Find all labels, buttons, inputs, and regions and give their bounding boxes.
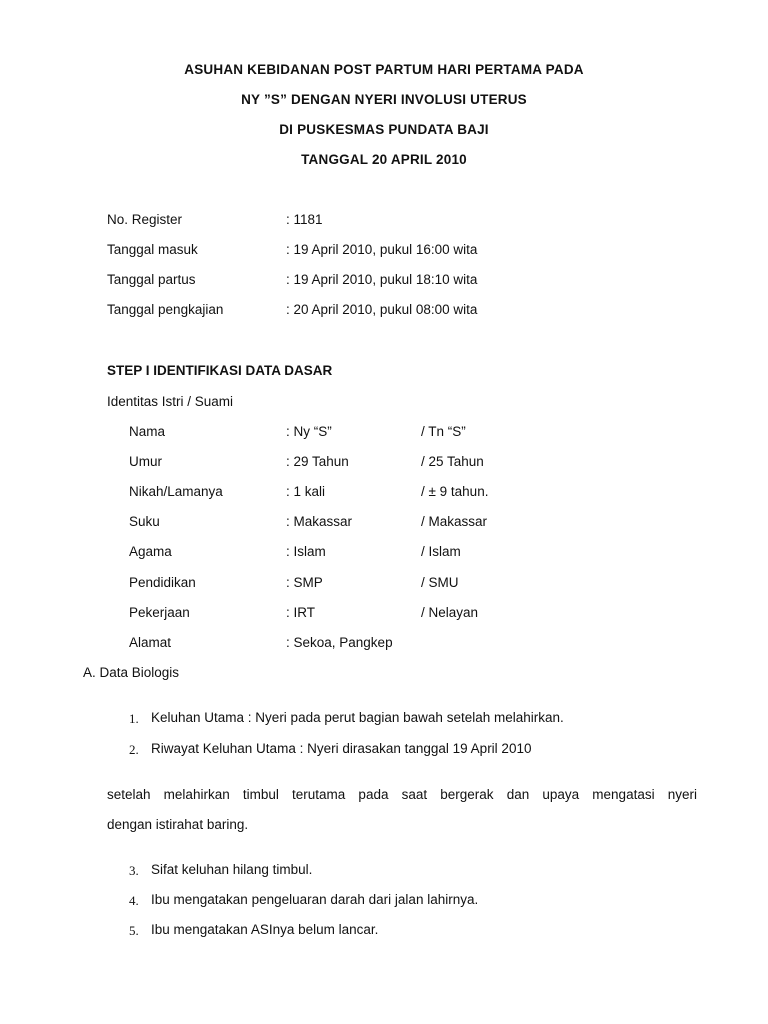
- identity-wife-education: : SMP: [286, 575, 323, 590]
- identity-husband-religion: / Islam: [421, 544, 461, 559]
- section-a-heading: A. Data Biologis: [83, 665, 180, 680]
- identity-husband-name: / Tn “S”: [421, 424, 466, 439]
- identity-label-marriage: Nikah/Lamanya: [129, 484, 223, 499]
- admission-date-value: : 19 April 2010, pukul 16:00 wita: [286, 242, 478, 257]
- identity-wife-marriage: : 1 kali: [286, 484, 326, 499]
- list-item-4: Ibu mengatakan pengeluaran darah dari jalan lahirnya.: [151, 892, 479, 907]
- list-number-3: 3.: [129, 863, 139, 878]
- paragraph-line-1: setelah melahirkan timbul terutama pada saat bergerak dan upaya mengatasi nyeri: [107, 787, 697, 802]
- title-line-4: TANGGAL 20 APRIL 2010: [301, 152, 467, 167]
- identity-husband-education: / SMU: [421, 575, 459, 590]
- list-item-3: Sifat keluhan hilang timbul.: [151, 862, 313, 877]
- identity-wife-age: : 29 Tahun: [286, 454, 349, 469]
- identity-husband-age: / 25 Tahun: [421, 454, 484, 469]
- list-item-1: Keluhan Utama : Nyeri pada perut bagian bawah setelah melahirkan.: [151, 710, 564, 725]
- delivery-date-label: Tanggal partus: [107, 272, 196, 287]
- paragraph-line-2: dengan istirahat baring.: [107, 817, 249, 832]
- list-number-4: 4.: [129, 893, 139, 908]
- identity-husband-marriage: / ± 9 tahun.: [421, 484, 489, 499]
- register-label: No. Register: [107, 212, 183, 227]
- assessment-date-label: Tanggal pengkajian: [107, 302, 224, 317]
- title-line-1: ASUHAN KEBIDANAN POST PARTUM HARI PERTAMA PADA: [184, 62, 584, 77]
- identity-wife-occupation: : IRT: [286, 605, 316, 620]
- identity-wife-address: : Sekoa, Pangkep: [286, 635, 393, 650]
- identity-husband-occupation: / Nelayan: [421, 605, 479, 620]
- identity-wife-name: : Ny “S”: [286, 424, 332, 439]
- identity-title: Identitas Istri / Suami: [107, 394, 234, 409]
- step1-heading: STEP I IDENTIFIKASI DATA DASAR: [107, 363, 333, 378]
- list-number-1: 1.: [129, 711, 139, 726]
- identity-label-ethnicity: Suku: [129, 514, 160, 529]
- identity-wife-religion: : Islam: [286, 544, 326, 559]
- admission-date-label: Tanggal masuk: [107, 242, 198, 257]
- identity-wife-ethnicity: : Makassar: [286, 514, 353, 529]
- identity-husband-ethnicity: / Makassar: [421, 514, 488, 529]
- assessment-date-value: : 20 April 2010, pukul 08:00 wita: [286, 302, 478, 317]
- title-line-2: NY ”S” DENGAN NYERI INVOLUSI UTERUS: [241, 92, 527, 107]
- title-line-3: DI PUSKESMAS PUNDATA BAJI: [279, 122, 489, 137]
- register-value: : 1181: [286, 212, 323, 227]
- list-number-2: 2.: [129, 742, 139, 757]
- delivery-date-value: : 19 April 2010, pukul 18:10 wita: [286, 272, 478, 287]
- list-item-5: Ibu mengatakan ASInya belum lancar.: [151, 922, 379, 937]
- identity-label-name: Nama: [129, 424, 166, 439]
- identity-label-occupation: Pekerjaan: [129, 605, 190, 620]
- list-item-2: Riwayat Keluhan Utama : Nyeri dirasakan tanggal 19 April 2010: [151, 741, 532, 756]
- identity-label-religion: Agama: [129, 544, 172, 559]
- identity-label-address: Alamat: [129, 635, 172, 650]
- list-number-5: 5.: [129, 923, 139, 938]
- identity-label-education: Pendidikan: [129, 575, 196, 590]
- identity-label-age: Umur: [129, 454, 162, 469]
